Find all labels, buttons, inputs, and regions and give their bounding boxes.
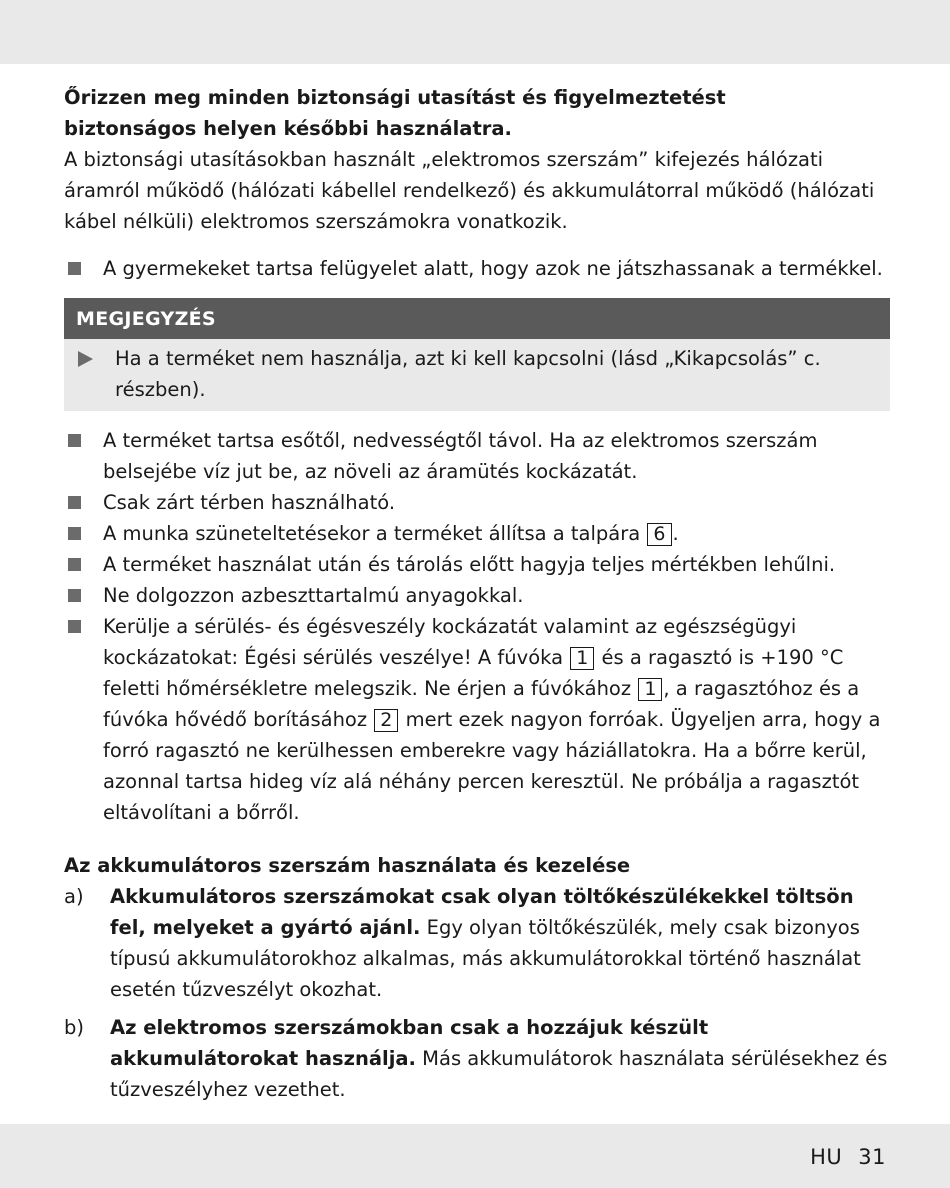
bullet-list <box>64 425 890 828</box>
list-item-text: . <box>672 522 679 545</box>
list-item-text: A terméket használat után és tárolás előtt hagyja teljes mértékben lehűlni. <box>103 553 836 576</box>
intro-title-line2: biztonságos helyen későbbi használatra. <box>64 117 512 140</box>
square-bullet-icon <box>68 496 81 509</box>
language-code: HU <box>810 1145 843 1169</box>
list-item-text: A munka szüneteltetésekor a terméket állítsa a talpára <box>103 522 647 545</box>
list-item <box>64 425 890 487</box>
list-item-text: A terméket tartsa esőtől, nedvességtől távol. Ha az elektromos szerszám belsejébe víz jut be, az növeli az áramütés kockázatát. <box>103 429 818 483</box>
lettered-item-a <box>64 881 890 1005</box>
list-item <box>64 253 890 284</box>
part-reference-box: 1 <box>570 647 594 670</box>
square-bullet-icon <box>68 527 81 540</box>
section-title: Az akkumulátoros szerszám használata és kezelése <box>64 854 631 877</box>
list-item-text: Csak zárt térben használható. <box>103 491 396 514</box>
top-band <box>0 0 950 64</box>
part-reference-box: 6 <box>647 523 671 546</box>
page-number <box>810 1142 886 1172</box>
list-item-text: mert ezek nagyon forróak. Ügyeljen arra, hogy a forró ragasztó ne kerülhessen emberekre vagy háziállatokra. Ha a bőrre kerül, azonnal tartsa hideg víz alá néhány percen keresztül. Ne próbálja a ragasztót eltávolítani a bőrről. <box>103 708 881 824</box>
item-label: b) <box>64 1016 84 1039</box>
triangle-arrow-icon <box>78 351 93 367</box>
note-body <box>64 339 890 411</box>
list-item-text: Ne dolgozzon azbeszttartalmú anyagokkal. <box>103 584 524 607</box>
list-item <box>64 580 890 611</box>
page-content <box>64 82 890 1105</box>
list-item <box>64 611 890 828</box>
note-box <box>64 298 890 411</box>
item-label: a) <box>64 885 84 908</box>
square-bullet-icon <box>68 620 81 633</box>
footer-band <box>0 1124 950 1188</box>
list-item <box>64 549 890 580</box>
list-item <box>64 487 890 518</box>
note-heading: MEGJEGYZÉS <box>64 298 890 339</box>
square-bullet-icon <box>68 434 81 447</box>
item-text: Egy olyan töltőkészülék, mely csak bizonyos típusú akkumulátorokhoz alkalmas, más akkumulátorokkal történő használat esetén tűzveszélyt okozhat. <box>110 916 861 1001</box>
page-number-value: 31 <box>858 1145 886 1169</box>
square-bullet-icon <box>68 262 81 275</box>
item-bold-text: Az elektromos szerszámokban csak a hozzájuk készült akkumulátorokat használja. <box>110 1016 709 1070</box>
note-text: Ha a terméket nem használja, azt ki kell kapcsolni (lásd „Kikapcsolás” c. részben). <box>115 347 821 401</box>
lettered-item-b <box>64 1012 890 1105</box>
part-reference-box: 1 <box>638 678 662 701</box>
intro-body: A biztonsági utasításokban használt „elektromos szerszám” kifejezés hálózati áramról működő (hálózati kábellel rendelkező) és akkumulátorral működő (hálózati kábel nélküli) elektromos szerszámokra vonatkozik. <box>64 148 875 233</box>
square-bullet-icon <box>68 589 81 602</box>
list-item-text: , a ragasztóhoz és a fúvóka hővédő borításához <box>103 677 860 731</box>
item-bold-text: Akkumulátoros szerszámokat csak olyan töltőkészülékekkel töltsön fel, melyeket a gyártó ajánl. <box>110 885 854 939</box>
list-item-text: A gyermekeket tartsa felügyelet alatt, hogy azok ne játszhassanak a termékkel. <box>103 257 883 280</box>
intro-title <box>64 82 890 144</box>
list-item-text: Kerülje a sérülés- és égésveszély kockázatát valamint az egészségügyi kockázatokat: Égési sérülés veszélye! A fúvóka <box>103 615 797 669</box>
part-reference-box: 2 <box>374 709 398 732</box>
item-text: Más akkumulátorok használata sérülésekhez és tűzveszélyhez vezethet. <box>110 1047 888 1101</box>
list-item-text: és a ragasztó is +190 °C feletti hőmérsékletre melegszik. Ne érjen a fúvókához <box>103 646 844 700</box>
intro-title-line1: Őrizzen meg minden biztonsági utasítást és figyelmeztetést <box>64 86 726 109</box>
square-bullet-icon <box>68 558 81 571</box>
list-item <box>64 518 890 549</box>
bullet-list-top <box>64 253 890 284</box>
